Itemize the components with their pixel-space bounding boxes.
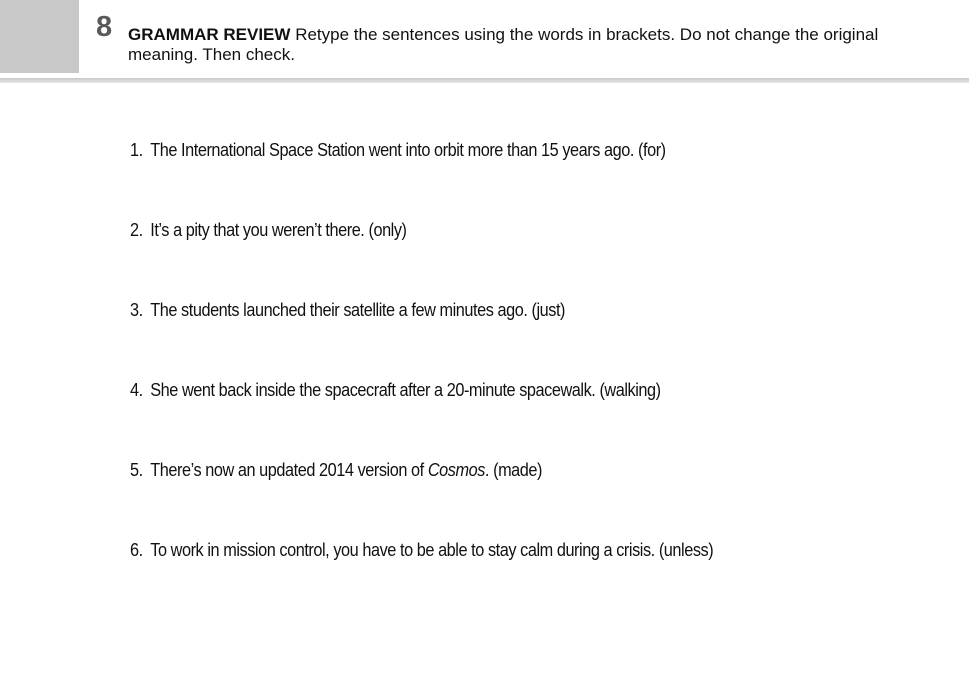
- item-text: To work in mission control, you have to be able to stay calm during a crisis. (unless): [150, 539, 714, 560]
- item-number: 5.: [130, 459, 143, 480]
- exercise-instructions: [128, 25, 948, 65]
- item-text: The International Space Station went into orbit more than 15 years ago. (for): [150, 139, 666, 160]
- item-number: 4.: [130, 379, 143, 400]
- sentence-item-5: [130, 458, 713, 538]
- sentence-item-1: [130, 138, 713, 218]
- sentence-item-2: [130, 218, 713, 298]
- item-text: It’s a pity that you weren’t there. (only): [150, 219, 407, 240]
- exercise-header: [0, 0, 969, 80]
- header-accent-block: [0, 0, 79, 73]
- sentence-item-3: [130, 298, 713, 378]
- sentence-list: [130, 138, 793, 618]
- item-number: 3.: [130, 299, 143, 320]
- item-text-before: There’s now an updated 2014 version of: [150, 459, 428, 480]
- exercise-label: GRAMMAR REVIEW: [128, 25, 291, 44]
- item-number: 2.: [130, 219, 143, 240]
- item-number: 6.: [130, 539, 143, 560]
- item-text: The students launched their satellite a few minutes ago. (just): [150, 299, 566, 320]
- item-number: 1.: [130, 139, 143, 160]
- item-text-after: . (made): [484, 459, 543, 480]
- sentence-item-4: [130, 378, 713, 458]
- exercise-number: 8: [96, 11, 113, 43]
- item-text: She went back inside the spacecraft after a 20-minute spacewalk. (walking): [150, 379, 661, 400]
- item-text-italic: Cosmos: [427, 459, 485, 480]
- header-divider: [0, 78, 969, 83]
- sentence-item-6: [130, 538, 713, 618]
- exercise-instruction-text: Retype the sentences using the words in brackets. Do not change the original meaning. Then check.: [128, 25, 879, 64]
